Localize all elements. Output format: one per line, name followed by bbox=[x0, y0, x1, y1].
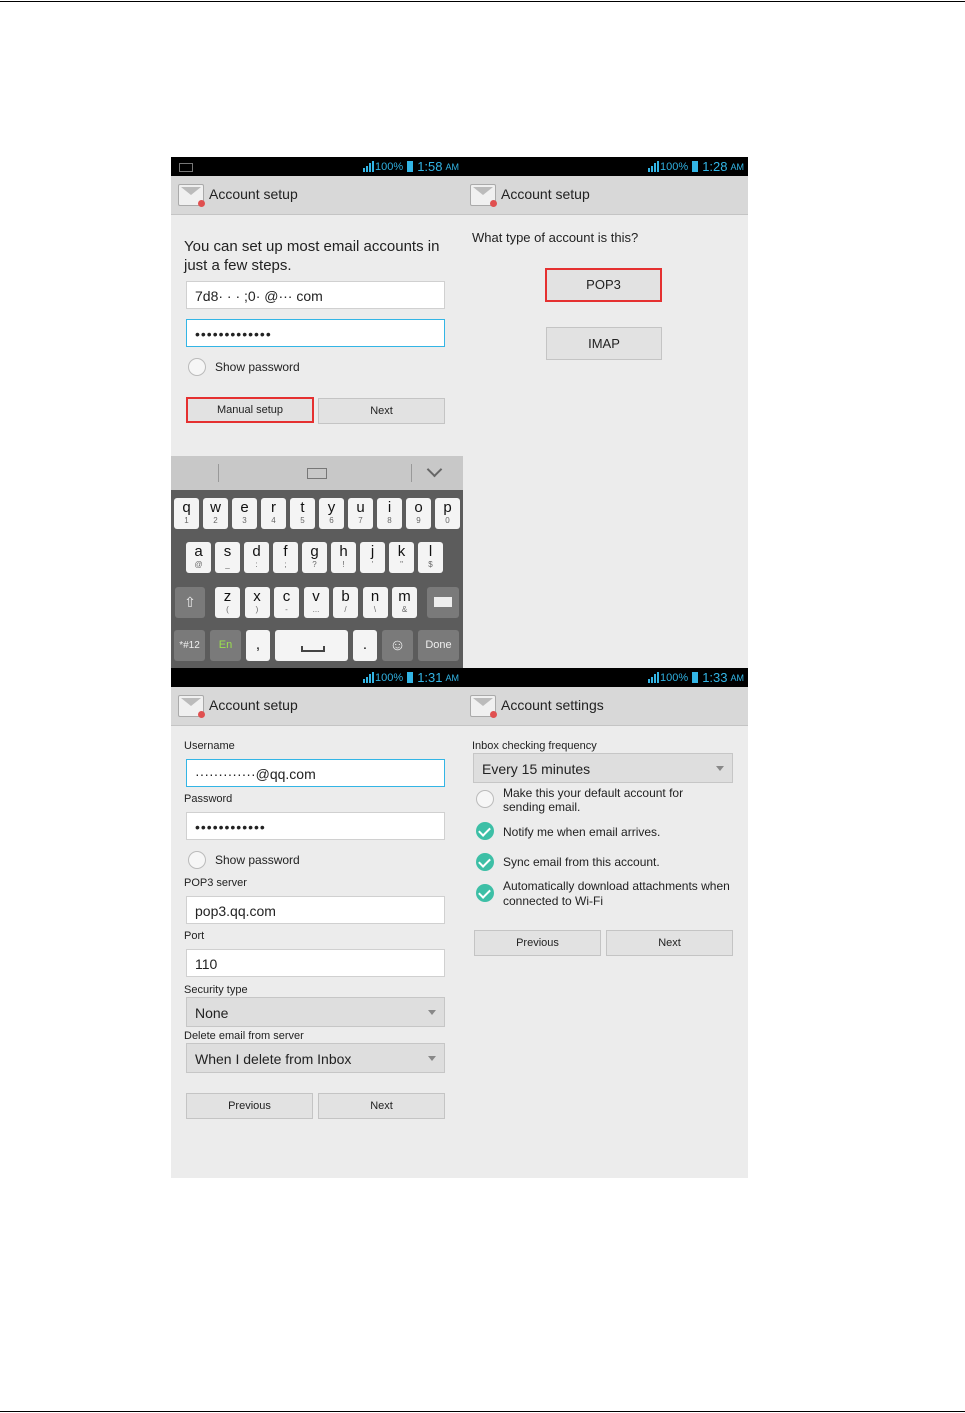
password-field[interactable]: ••••••••••••• bbox=[186, 319, 445, 347]
password-field[interactable]: •••••••••••• bbox=[186, 812, 445, 840]
signal-icon bbox=[361, 672, 373, 683]
key-row1-2[interactable]: e 3 bbox=[232, 498, 257, 529]
key-row3-6[interactable]: m & bbox=[392, 587, 417, 618]
battery-icon bbox=[407, 672, 413, 683]
signal-icon bbox=[646, 161, 658, 172]
keyboard-toolbar bbox=[171, 456, 463, 490]
battery-icon bbox=[407, 161, 413, 172]
key-row1-8[interactable]: o 9 bbox=[406, 498, 431, 529]
keyboard-notification-icon bbox=[179, 163, 193, 172]
status-bar: 100% 1:33 AM bbox=[463, 668, 748, 687]
key-row3-5[interactable]: n \ bbox=[363, 587, 388, 618]
key-row1-4[interactable]: t 5 bbox=[290, 498, 315, 529]
pop3-button[interactable]: POP3 bbox=[545, 268, 662, 302]
emoji-key[interactable]: ☺ bbox=[382, 630, 413, 661]
key-row3-3[interactable]: v ... bbox=[304, 587, 329, 618]
battery-percent: 100% bbox=[375, 671, 404, 684]
battery-icon bbox=[692, 672, 698, 683]
screen-email-entry bbox=[171, 157, 463, 668]
screen-title: Account setup bbox=[501, 186, 590, 202]
show-password-label: Show password bbox=[215, 853, 300, 867]
show-password-checkbox[interactable] bbox=[188, 358, 206, 376]
auto-download-checkbox[interactable] bbox=[476, 884, 494, 902]
title-bar bbox=[463, 176, 748, 215]
notify-checkbox[interactable] bbox=[476, 822, 494, 840]
pop3-server-label: POP3 server bbox=[184, 877, 247, 889]
key-row1-6[interactable]: u 7 bbox=[348, 498, 373, 529]
delete-email-label: Delete email from server bbox=[184, 1030, 304, 1042]
next-button[interactable]: Next bbox=[318, 1093, 445, 1119]
key-row2-0[interactable]: a @ bbox=[186, 542, 211, 573]
show-password-label: Show password bbox=[215, 360, 300, 374]
dropdown-arrow-icon bbox=[428, 1010, 436, 1015]
key-row1-0[interactable]: q 1 bbox=[174, 498, 199, 529]
email-app-icon bbox=[178, 184, 204, 206]
previous-button[interactable]: Previous bbox=[474, 930, 601, 956]
status-bar: 100% 1:28 AM bbox=[463, 157, 748, 176]
pop3-server-field[interactable]: pop3.qq.com bbox=[186, 896, 445, 924]
key-row3-4[interactable]: b / bbox=[333, 587, 358, 618]
clock: 1:58 bbox=[417, 159, 443, 174]
clock: 1:31 bbox=[417, 670, 443, 685]
inbox-frequency-label: Inbox checking frequency bbox=[472, 740, 597, 752]
title-bar bbox=[171, 176, 463, 215]
key-row2-5[interactable]: h ! bbox=[331, 542, 356, 573]
notify-label: Notify me when email arrives. bbox=[503, 825, 661, 839]
space-key[interactable] bbox=[275, 630, 348, 661]
port-field[interactable]: 110 bbox=[186, 949, 445, 977]
battery-percent: 100% bbox=[375, 160, 404, 173]
security-type-select[interactable]: None bbox=[186, 997, 445, 1027]
screen-title: Account settings bbox=[501, 697, 604, 713]
period-key[interactable]: . bbox=[353, 630, 377, 661]
title-bar bbox=[463, 687, 748, 726]
next-button[interactable]: Next bbox=[318, 398, 445, 424]
port-label: Port bbox=[184, 930, 205, 942]
key-row3-1[interactable]: x ) bbox=[245, 587, 270, 618]
screen-account-settings bbox=[463, 668, 748, 1178]
status-bar: 100% 1:58 AM bbox=[171, 157, 463, 176]
delete-email-select[interactable]: When I delete from Inbox bbox=[186, 1043, 445, 1073]
bottom-rule bbox=[0, 1411, 965, 1412]
key-row1-1[interactable]: w 2 bbox=[203, 498, 228, 529]
battery-percent: 100% bbox=[660, 160, 689, 173]
top-rule bbox=[0, 1, 965, 2]
previous-button[interactable]: Previous bbox=[186, 1093, 313, 1119]
email-app-icon bbox=[470, 695, 496, 717]
language-key[interactable]: En bbox=[210, 630, 241, 661]
battery-percent: 100% bbox=[660, 671, 689, 684]
screen-title: Account setup bbox=[209, 697, 298, 713]
key-row1-3[interactable]: r 4 bbox=[261, 498, 286, 529]
default-account-label: Make this your default account for sending email. bbox=[503, 786, 684, 814]
title-bar bbox=[171, 687, 463, 726]
email-app-icon bbox=[470, 184, 496, 206]
sync-label: Sync email from this account. bbox=[503, 855, 660, 869]
intro-text: You can set up most email accounts in just a few steps. bbox=[184, 238, 440, 274]
next-button[interactable]: Next bbox=[606, 930, 733, 956]
dropdown-arrow-icon bbox=[716, 766, 724, 771]
show-password-checkbox[interactable] bbox=[188, 851, 206, 869]
key-row2-8[interactable]: l $ bbox=[418, 542, 443, 573]
key-row1-5[interactable]: y 6 bbox=[319, 498, 344, 529]
battery-icon bbox=[692, 161, 698, 172]
key-row2-4[interactable]: g ? bbox=[302, 542, 327, 573]
manual-setup-button[interactable]: Manual setup bbox=[186, 397, 314, 423]
clock: 1:33 bbox=[702, 670, 728, 685]
signal-icon bbox=[361, 161, 373, 172]
sync-checkbox[interactable] bbox=[476, 853, 494, 871]
soft-keyboard bbox=[171, 456, 463, 668]
key-row3-2[interactable]: c - bbox=[274, 587, 299, 618]
dropdown-arrow-icon bbox=[428, 1056, 436, 1061]
screen-account-type bbox=[463, 157, 748, 668]
password-label: Password bbox=[184, 793, 233, 805]
keyboard-switch-icon[interactable] bbox=[307, 468, 327, 479]
symbols-key[interactable]: *#12 bbox=[174, 630, 205, 661]
key-row2-3[interactable]: f ; bbox=[273, 542, 298, 573]
security-type-label: Security type bbox=[184, 984, 248, 996]
key-row2-7[interactable]: k " bbox=[389, 542, 414, 573]
key-row1-7[interactable]: i 8 bbox=[377, 498, 402, 529]
email-field[interactable]: 7d8· · · ;0· @··· com bbox=[186, 281, 445, 309]
default-account-checkbox[interactable] bbox=[476, 790, 494, 808]
account-type-question: What type of account is this? bbox=[472, 230, 639, 245]
screen-server-settings bbox=[171, 668, 463, 1178]
key-row3-0[interactable]: z ( bbox=[215, 587, 240, 618]
imap-button[interactable]: IMAP bbox=[546, 327, 662, 360]
signal-icon bbox=[646, 672, 658, 683]
shift-key[interactable]: ⇧ bbox=[175, 587, 205, 618]
username-label: Username bbox=[184, 740, 235, 752]
auto-download-label: Automatically download attachments when connected to Wi-Fi bbox=[503, 879, 730, 908]
chevron-down-icon[interactable] bbox=[427, 462, 443, 478]
key-row2-1[interactable]: s _ bbox=[215, 542, 240, 573]
inbox-frequency-select[interactable]: Every 15 minutes bbox=[473, 753, 733, 783]
email-app-icon bbox=[178, 695, 204, 717]
key-row1-9[interactable]: p 0 bbox=[435, 498, 460, 529]
done-key[interactable]: Done bbox=[418, 630, 459, 661]
key-row2-2[interactable]: d : bbox=[244, 542, 269, 573]
screen-title: Account setup bbox=[209, 186, 298, 202]
username-field[interactable]: ·············@qq.com bbox=[186, 759, 445, 787]
comma-key[interactable]: , bbox=[246, 630, 270, 661]
backspace-key[interactable] bbox=[427, 587, 459, 618]
status-bar: 100% 1:31 AM bbox=[171, 668, 463, 687]
clock: 1:28 bbox=[702, 159, 728, 174]
key-row2-6[interactable]: j ' bbox=[360, 542, 385, 573]
